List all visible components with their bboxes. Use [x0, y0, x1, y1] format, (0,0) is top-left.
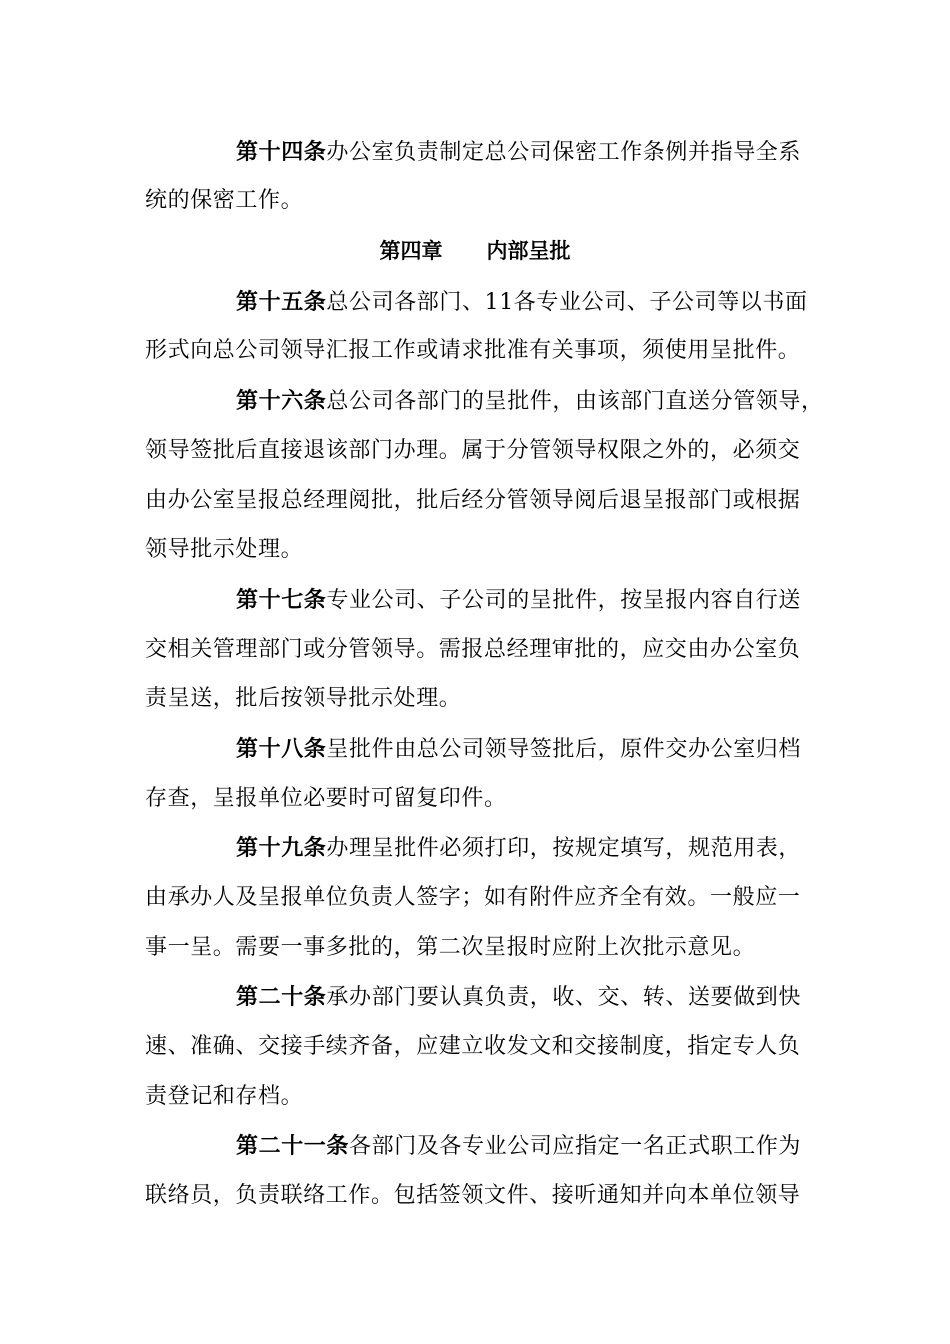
article-19-label: 第十九条 — [236, 835, 327, 861]
article-17-text: 专业公司、子公司的呈批件，按呈报内容自行送 — [326, 588, 802, 613]
article-15-label: 第十五条 — [236, 289, 327, 315]
article-14-text: 办公室负责制定总公司保密工作条例并指导全系 — [326, 140, 802, 165]
article-18-label: 第十八条 — [236, 736, 327, 762]
article-19-line-3: 事一呈。需要一事多批的，第二次呈报时应附上次批示意见。 — [145, 935, 756, 960]
article-19-line-2: 由承办人及呈报单位负责人签字；如有附件应齐全有效。一般应一 — [145, 885, 801, 910]
article-16-text: 总公司各部门的呈批件，由该部门直送分管领导， — [326, 389, 824, 414]
article-14-line-2: 统的保密工作。 — [145, 188, 304, 213]
article-14-first-line — [236, 137, 816, 167]
article-16-label: 第十六条 — [236, 388, 327, 414]
article-21-text: 各部门及各专业公司应指定一名正式职工作为 — [349, 1134, 802, 1159]
article-14-label: 第十四条 — [236, 139, 327, 165]
article-21-first-line — [236, 1131, 816, 1161]
article-20-label: 第二十条 — [236, 984, 327, 1010]
article-21-label: 第二十一条 — [236, 1133, 350, 1159]
article-16-first-line — [236, 386, 824, 416]
article-16-line-2: 领导签批后直接退该部门办理。属于分管领导权限之外的，必须交 — [145, 438, 801, 463]
article-17-label: 第十七条 — [236, 587, 327, 613]
article-19-first-line — [236, 833, 816, 863]
article-15-first-line — [236, 287, 816, 317]
article-17-line-3: 责呈送，批后按领导批示处理。 — [145, 686, 462, 711]
chapter-title: 内部呈批 — [486, 238, 571, 263]
article-20-text: 承办部门要认真负责，收、交、转、送要做到快 — [326, 985, 802, 1010]
article-20-line-2: 速、准确、交接手续齐备，应建立收发文和交接制度，指定专人负 — [145, 1034, 801, 1059]
article-20-first-line — [236, 982, 816, 1012]
chapter-number: 第四章 — [379, 238, 443, 263]
article-20-line-3: 责登记和存档。 — [145, 1084, 304, 1109]
article-21-line-2: 联络员，负责联络工作。包括签领文件、接听通知并向本单位领导 — [145, 1183, 801, 1208]
article-18-line-2: 存查，呈报单位必要时可留复印件。 — [145, 786, 507, 811]
article-17-line-2: 交相关管理部门或分管领导。需报总经理审批的，应交由办公室负 — [145, 637, 801, 662]
article-16-line-3: 由办公室呈报总经理阅批，批后经分管领导阅后退呈报部门或根据 — [145, 488, 801, 513]
article-16-line-4: 领导批示处理。 — [145, 537, 304, 562]
chapter-heading — [0, 236, 950, 266]
article-15-line-2: 形式向总公司领导汇报工作或请求批准有关事项，须使用呈批件。 — [145, 338, 801, 363]
article-18-first-line — [236, 734, 816, 764]
article-17-first-line — [236, 585, 816, 615]
article-15-text: 总公司各部门、11各专业公司、子公司等以书面 — [326, 290, 808, 315]
article-19-text: 办理呈批件必须打印，按规定填写，规范用表， — [326, 836, 802, 861]
article-18-text: 呈批件由总公司领导签批后，原件交办公室归档 — [326, 737, 802, 762]
